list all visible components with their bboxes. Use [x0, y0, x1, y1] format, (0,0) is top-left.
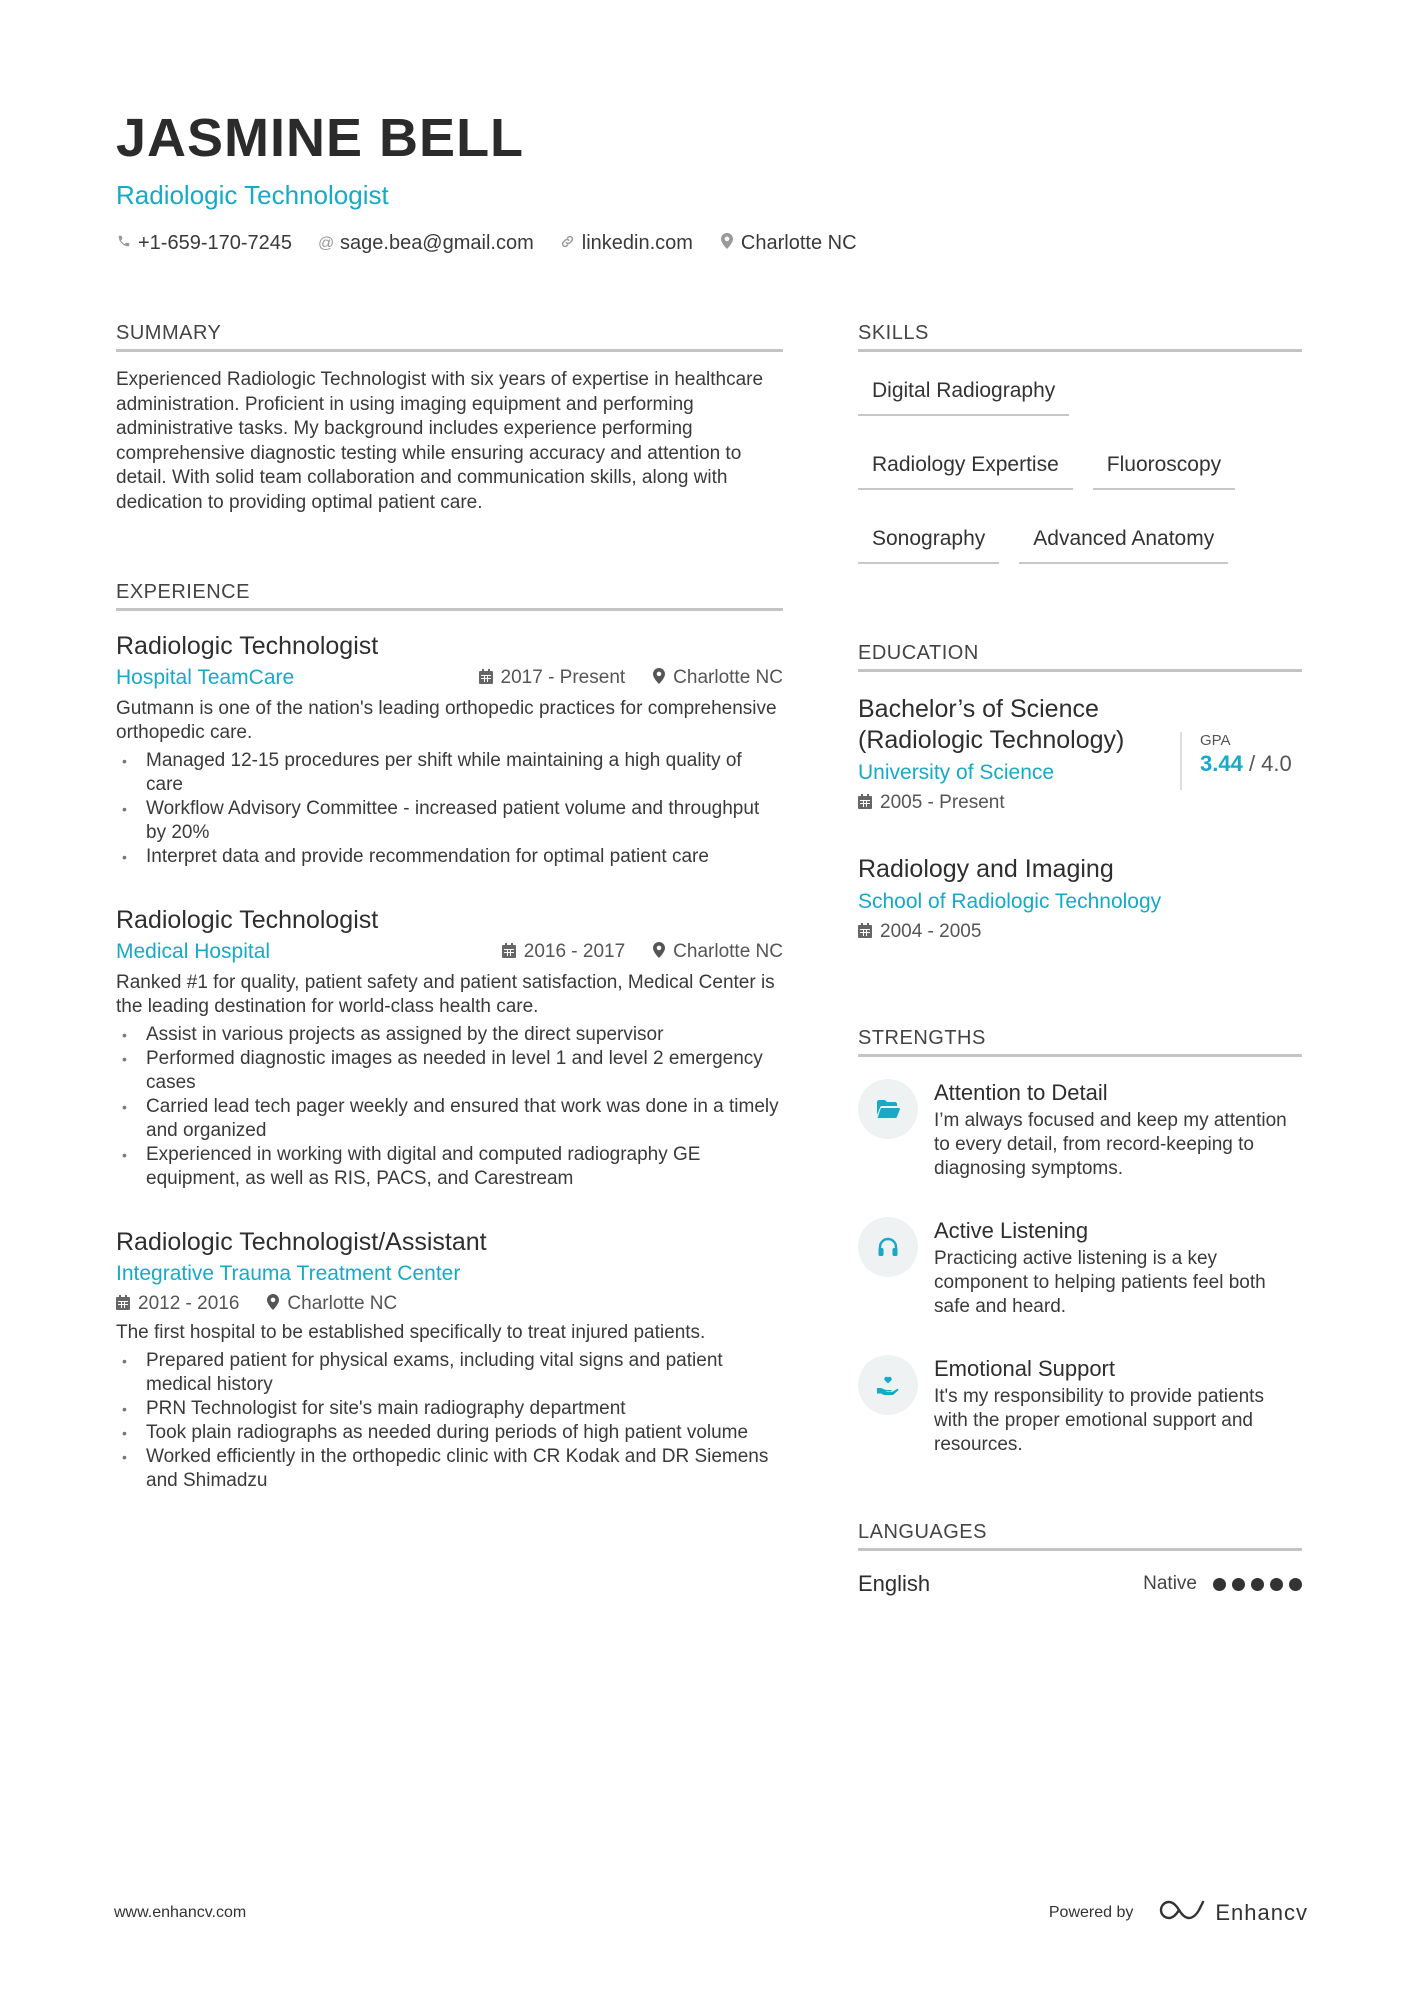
- job-location: [653, 667, 783, 689]
- job-dates: [479, 667, 626, 689]
- job-dates-text: 2016 - 2017: [523, 941, 626, 962]
- job-location-text: Charlotte NC: [673, 667, 783, 688]
- at-icon: @: [318, 234, 335, 252]
- strength-entry: [858, 1217, 1302, 1319]
- proficiency-dot-filled: [1289, 1578, 1302, 1591]
- skill-tag: Radiology Expertise: [858, 444, 1073, 490]
- skill-tag: Advanced Anatomy: [1019, 518, 1228, 564]
- map-pin-icon: [267, 1294, 279, 1314]
- education-section: [858, 642, 1302, 943]
- calendar-icon: [116, 1295, 130, 1314]
- calendar-icon: [858, 923, 872, 942]
- education-school: School of Radiologic Technology: [858, 890, 1162, 913]
- education-dates: [858, 921, 1302, 943]
- strength-body: [934, 1079, 1302, 1181]
- education-degree: Bachelor’s of Science (Radiologic Technology): [858, 695, 1125, 754]
- education-dates-text: 2005 - Present: [880, 792, 1005, 813]
- job-bullet: • Worked efficiently in the orthopedic clinic with CR Kodak and DR Siemens and Shimadzu: [116, 1445, 783, 1493]
- contact-bar: [116, 232, 1306, 255]
- job-role: Radiologic Technologist: [116, 906, 379, 934]
- education-entry: [858, 854, 1302, 943]
- language-name: English: [858, 1571, 931, 1596]
- summary-text: Experienced Radiologic Technologist with six years of expertise in healthcare administration. Proficient in using imaging equipment and performing administrative tasks. My background includes experience performing comprehensive diagnostic testing while ensuring accuracy and attention to detail. With solid team collaboration and communication skills, along with dedication to providing optimal patient care.: [116, 369, 764, 513]
- footer-url[interactable]: www.enhancv.com: [114, 1904, 247, 1921]
- education-dates: [858, 792, 1158, 814]
- brand-name: Enhancv: [1215, 1900, 1308, 1925]
- gpa-max: / 4.0: [1248, 751, 1292, 776]
- job-entry: [116, 1227, 783, 1493]
- strength-title: Attention to Detail: [934, 1080, 1108, 1105]
- strength-entry: [858, 1079, 1302, 1181]
- calendar-icon: [858, 794, 872, 813]
- education-degree: Radiology and Imaging: [858, 855, 1114, 883]
- education-row: [858, 694, 1302, 814]
- left-column: [116, 322, 783, 1493]
- education-school: University of Science: [858, 761, 1055, 784]
- strengths-heading: STRENGTHS: [858, 1027, 1302, 1057]
- brand-logo[interactable]: [1157, 1898, 1308, 1928]
- contact-location-text: Charlotte NC: [740, 232, 857, 254]
- powered-by: [1049, 1898, 1308, 1928]
- education-heading: EDUCATION: [858, 642, 1302, 672]
- job-entry: [116, 905, 783, 1191]
- job-location-text: Charlotte NC: [287, 1293, 398, 1314]
- job-meta-line: [116, 1261, 783, 1315]
- education-entry: [858, 694, 1302, 814]
- languages-heading: LANGUAGES: [858, 1521, 1302, 1551]
- job-meta-line: [116, 665, 783, 691]
- job-bullets: [116, 1023, 783, 1191]
- job-description: Gutmann is one of the nation's leading orthopedic practices for comprehensive orthopedic care.: [116, 698, 777, 743]
- job-company: Medical Hospital: [116, 940, 271, 963]
- job-meta-line: [116, 939, 783, 965]
- job-location: [653, 941, 783, 963]
- calendar-icon: [502, 943, 516, 962]
- map-pin-icon: [653, 942, 665, 962]
- job-bullet: • Prepared patient for physical exams, including vital signs and patient medical history: [116, 1349, 783, 1397]
- strengths-section: [858, 1027, 1302, 1457]
- skill-tag: Digital Radiography: [858, 370, 1069, 416]
- gpa-value: [1200, 751, 1302, 777]
- phone-icon: [116, 234, 132, 253]
- job-bullet: • Performed diagnostic images as needed in level 1 and level 2 emergency cases: [116, 1047, 783, 1095]
- proficiency-dot-filled: [1232, 1578, 1245, 1591]
- job-meta: [479, 667, 783, 689]
- job-bullets: [116, 749, 783, 869]
- job-dates: [502, 941, 625, 963]
- strength-title: Emotional Support: [934, 1356, 1115, 1381]
- enhancv-logo-icon: [1157, 1898, 1205, 1928]
- job-dates-text: 2017 - Present: [500, 667, 626, 688]
- gpa-score: 3.44: [1200, 751, 1243, 776]
- job-meta: [116, 1293, 397, 1315]
- map-pin-icon: [653, 668, 665, 688]
- contact-location: [719, 232, 857, 255]
- hand-heart-icon: [858, 1355, 918, 1415]
- contact-linkedin-text: linkedin.com: [581, 232, 693, 254]
- calendar-icon: [479, 669, 493, 688]
- job-bullet: • Interpret data and provide recommendation for optimal patient care: [116, 845, 783, 869]
- job-company: Hospital TeamCare: [116, 666, 295, 689]
- strength-entry: [858, 1355, 1302, 1457]
- job-description: The first hospital to be established specifically to treat injured patients.: [116, 1322, 706, 1343]
- languages-section: [858, 1521, 1302, 1597]
- summary-heading: SUMMARY: [116, 322, 783, 352]
- job-location: [267, 1293, 397, 1315]
- headphones-icon: [858, 1217, 918, 1277]
- job-description: Ranked #1 for quality, patient safety and patient satisfaction, Medical Center is the leading destination for world-class health care.: [116, 972, 775, 1017]
- language-dots: [1213, 1578, 1302, 1591]
- contact-linkedin[interactable]: [560, 232, 693, 255]
- proficiency-dot-filled: [1213, 1578, 1226, 1591]
- candidate-title: Radiologic Technologist: [116, 180, 389, 210]
- map-pin-icon: [719, 233, 735, 254]
- job-dates-text: 2012 - 2016: [138, 1293, 240, 1314]
- skills-list: [858, 370, 1302, 564]
- strength-description: Practicing active listening is a key component to helping patients feel both safe and heard.: [934, 1248, 1266, 1317]
- contact-email-text: sage.bea@gmail.com: [340, 232, 534, 254]
- contact-email[interactable]: [318, 232, 534, 255]
- job-meta: [502, 941, 783, 963]
- education-main: [858, 694, 1158, 814]
- powered-by-label: Powered by: [1048, 1904, 1134, 1921]
- language-entry: [858, 1571, 1302, 1597]
- summary-section: [116, 322, 783, 515]
- job-bullet: • Managed 12-15 procedures per shift while maintaining a high quality of care: [116, 749, 783, 797]
- gpa-block: [1180, 732, 1302, 790]
- job-location-text: Charlotte NC: [673, 941, 783, 962]
- proficiency-dot-filled: [1251, 1578, 1264, 1591]
- strength-body: [934, 1355, 1302, 1457]
- gpa-label: GPA: [1200, 732, 1231, 749]
- skills-section: [858, 322, 1302, 564]
- strength-title: Active Listening: [934, 1218, 1089, 1243]
- job-role: Radiologic Technologist/Assistant: [116, 1228, 487, 1256]
- job-bullet: • Took plain radiographs as needed during periods of high patient volume: [116, 1421, 783, 1445]
- right-column: [858, 322, 1302, 1597]
- contact-phone[interactable]: [116, 232, 292, 255]
- link-icon: [560, 234, 576, 254]
- education-dates-text: 2004 - 2005: [880, 921, 982, 942]
- candidate-name: JASMINE BELL: [116, 108, 525, 168]
- job-bullet: • Workflow Advisory Committee - increased patient volume and throughput by 20%: [116, 797, 783, 845]
- job-entry: [116, 631, 783, 869]
- skill-tag: Sonography: [858, 518, 999, 564]
- job-company: Integrative Trauma Treatment Center: [116, 1262, 461, 1285]
- job-bullet: • Experienced in working with digital and computed radiography GE equipment, as well as RIS, PACS, and Carestream: [116, 1143, 783, 1191]
- strength-description: I’m always focused and keep my attention to every detail, from record-keeping to diagnosing symptoms.: [934, 1110, 1287, 1179]
- strength-description: It's my responsibility to provide patients with the proper emotional support and resources.: [934, 1386, 1264, 1455]
- folder-open-icon: [858, 1079, 918, 1139]
- job-role: Radiologic Technologist: [116, 632, 379, 660]
- experience-section: [116, 581, 783, 1493]
- language-level: Native: [1143, 1573, 1197, 1594]
- job-bullets: [116, 1349, 783, 1493]
- skills-heading: SKILLS: [858, 322, 1302, 352]
- job-dates: [116, 1293, 239, 1315]
- language-proficiency: [1143, 1573, 1302, 1595]
- contact-phone-text: +1-659-170-7245: [138, 232, 293, 254]
- skill-tag: Fluoroscopy: [1093, 444, 1235, 490]
- strength-body: [934, 1217, 1302, 1319]
- footer: [114, 1898, 1308, 1928]
- job-bullet: • Assist in various projects as assigned by the direct supervisor: [116, 1023, 783, 1047]
- job-bullet: • PRN Technologist for site's main radiography department: [116, 1397, 783, 1421]
- proficiency-dot-filled: [1270, 1578, 1283, 1591]
- experience-heading: EXPERIENCE: [116, 581, 783, 611]
- job-bullet: • Carried lead tech pager weekly and ensured that work was done in a timely and organized: [116, 1095, 783, 1143]
- resume-header: [116, 108, 1306, 255]
